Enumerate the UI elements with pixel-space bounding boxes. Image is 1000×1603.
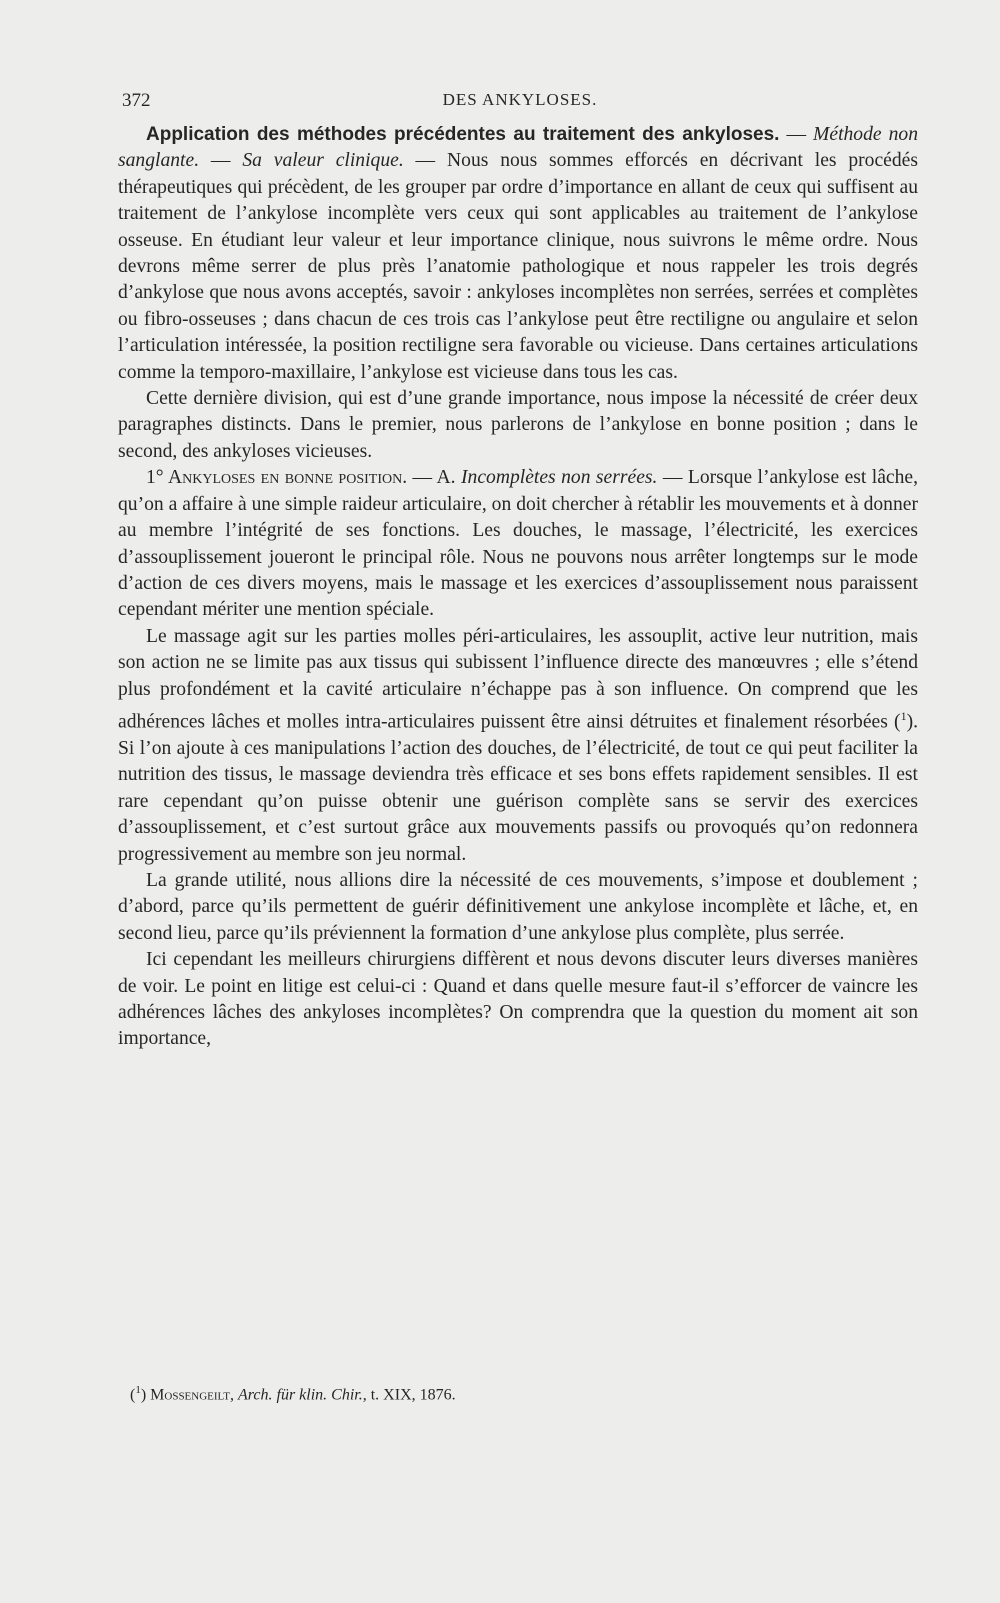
page-header [122,90,918,120]
paragraph-text: Le massage agit sur les parties molles péri-articulaires, les assouplit, active leur nutrition, mais son action ne se limite pas aux tissus qui subissent l’influence directe des manœuvres ; elle s’étend plus profondément et la cavité articulaire n’échappe pas à son influence. On comprend que les adhérences lâches et molles intra-articulaires puissent être ainsi détruites et finalement résorbées ( [118,625,918,733]
text-body [118,122,918,1053]
subsection-heading: 1° Ankyloses en bonne position. [146,467,408,489]
running-head: DES ANKYLOSES. [442,90,598,109]
footnote-ref: , t. XIX, 1876. [362,1386,456,1404]
subtitle-value: Sa valeur clinique. [242,150,404,172]
paragraph-debate: Ici cependant les meilleurs chirurgiens diffèrent et nous devons discuter leurs diverses manières de voir. Le point en litige est celui-ci : Quand et dans quelle mesure faut-il s’efforcer de vaincre les adhérences lâches des ankyloses incomplètes? On comprendra que la question du moment ait son importance, [118,949,918,1050]
footnote-author: Mossengeilt [150,1386,230,1404]
paragraph-division: Cette dernière division, qui est d’une grande importance, nous impose la nécessité de créer deux paragraphes distincts. Dans le premier, nous parlerons de l’ankylose en bonne position ; dans le second, des ankyloses vicieuses. [118,388,918,462]
page-number: 372 [122,90,151,111]
paragraph-text: ). Si l’on ajoute à ces manipulations l’action des douches, de l’électricité, de tout ce qui peut faciliter la nutrition des tissus, le massage deviendra très efficace et ses bons effets rapidement sensibles. Il est rare cependant qu’on puisse obtenir une guérison complète sans se servir des exercices d’assouplissement, et c’est surtout grâce aux mouvements passifs ou provoqués qu’on redonnera progressivement au membre son jeu normal. [118,711,918,865]
section-title: Application des méthodes précédentes au traitement des ankyloses. [146,124,780,145]
subtitle-method: Méthode non sanglante. [118,124,918,172]
dash: — [779,124,814,145]
paragraph-utility: La grande utilité, nous allions dire la nécessité de ces mouvements, s’impose et doublement ; d’abord, parce qu’ils permettent de guérir définitivement une ankylose incomplète et lâche, et, en second lieu, parce qu’ils préviennent la formation d’une ankylose plus complète, plus serrée. [118,869,918,944]
footnote: ($^1$) Mossengeilt, Arch. für klin. Chir., t. XIX, 1876. [130,1384,456,1404]
section-intro-paragraph [118,122,918,386]
footnote-journal: Arch. für klin. Chir. [237,1386,363,1404]
footnote-reference: 1 [900,708,907,723]
footnote-mark: 1 [135,1384,141,1396]
paragraph-good-position [118,465,918,623]
intro-text: — Nous nous sommes efforcés en décrivant les procédés thérapeutiques qui précèdent, de les grouper par ordre d’importance en allant de ceux qui suffisent au traitement de l’ankylose incomplète vers ceux qui sont applicables au traitement de l’ankylose osseuse. En étudiant leur valeur et leur importance clinique, nous suivrons le même ordre. Nous devrons même serrer de plus près l’anatomie pathologique et nous rappeler les trois degrés d’ankylose que nous avons acceptés, savoir : ankyloses incomplètes non serrées, serrées et complètes ou fibro-osseuses ; dans chacun de ces trois cas l’ankylose peut être rectiligne ou angulaire et selon l’articulation intéressée, la position rectiligne sera favorable ou vicieuse. Dans certaines articulations comme la temporo-maxillaire, l’ankylose est vicieuse dans tous les cas. [118,150,918,383]
subsection-marker: — A. [407,467,461,489]
paragraph-massage [118,624,918,868]
dash: — [199,150,243,172]
subsection-italic: Incomplètes non serrées. [461,467,658,489]
paragraph-text: — Lorsque l’ankylose est lâche, qu’on a affaire à une simple raideur articulaire, on doit chercher à rétablir les mouvements et à donner au membre l’intégrité de ses fonctions. Les douches, le massage, l’électricité, les exercices d’assouplissement joueront le principal rôle. Nous ne pouvons nous arrêter longtemps sur le mode d’action de ces divers moyens, mais le massage et les exercices d’assouplissement nous paraissent cependant mériter une mention spéciale. [118,467,918,621]
